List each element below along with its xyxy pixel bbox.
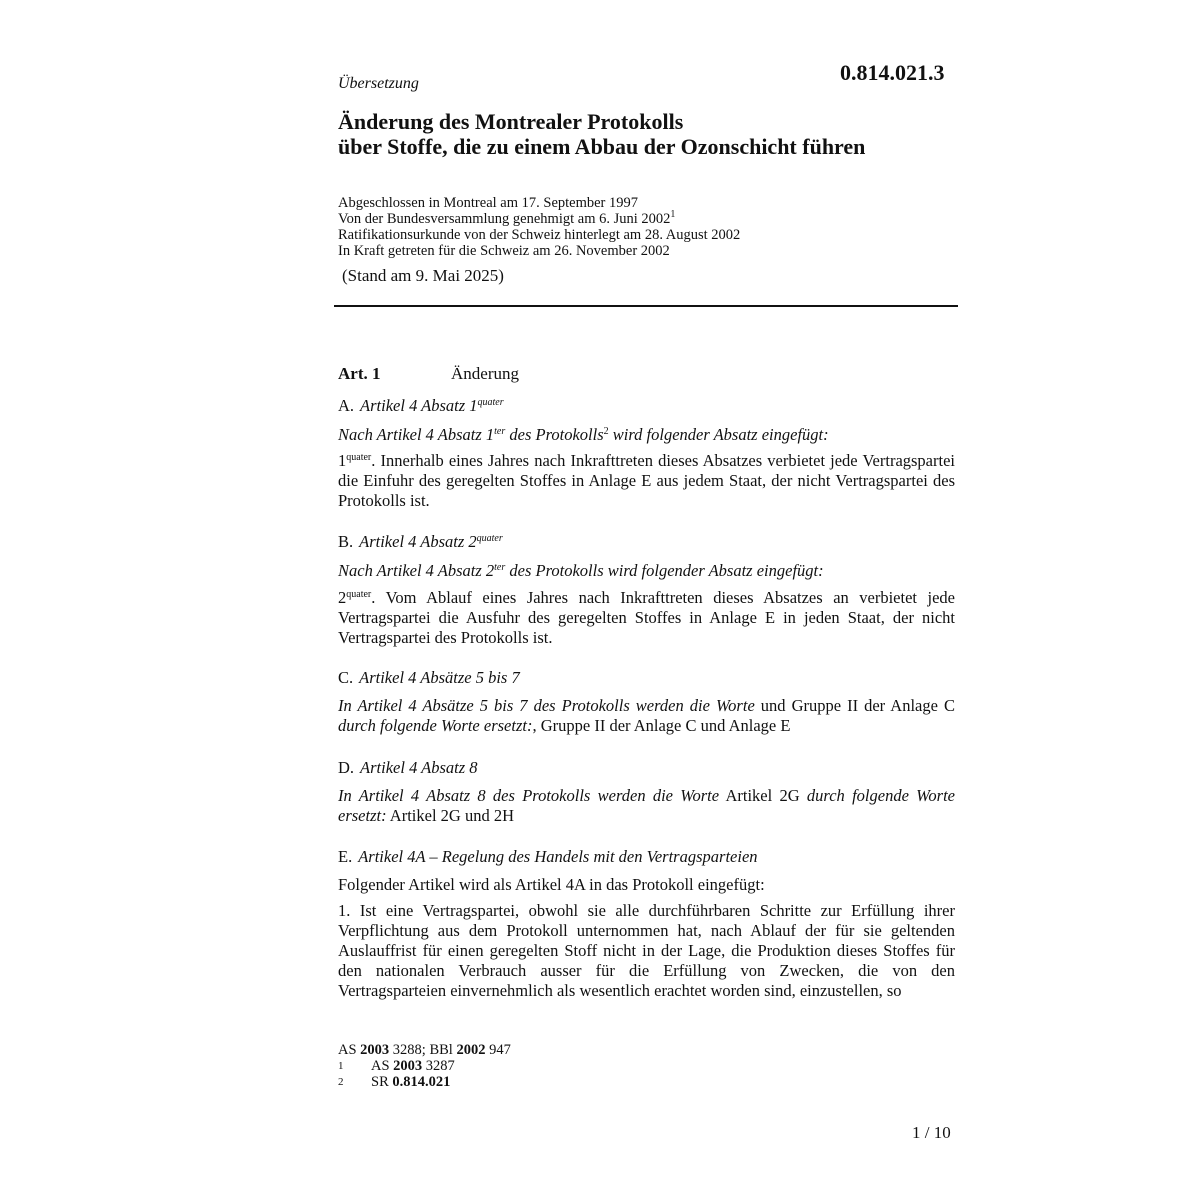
sr-number: 0.814.021.3	[840, 60, 945, 85]
page-number: 1 / 10	[912, 1123, 951, 1142]
section-e-paragraph: 1. Ist eine Vertragspartei, obwohl sie alle durchführbaren Schritte zur Erfüllung ihrer Verpflichtung aus dem Protokoll unternommen hat, nach Ablauf der für sie geltenden Auslauffrist für einen geregelten Stoff nicht in der Lage, die Produktion dieses Stoffes für den nationalen Verbrauch ausser für die Erfüllung von Zwecken, die von den Vertragsparteien einvernehmlich als wesentlich erachtet worden sind, einzustellen, so	[338, 901, 955, 1000]
title-line-2: über Stoffe, die zu einem Abbau der Ozonschicht führen	[338, 134, 866, 159]
section-e-intro: Folgender Artikel wird als Artikel 4A in das Protokoll eingefügt:	[338, 875, 765, 894]
status-date: (Stand am 9. Mai 2025)	[342, 266, 504, 285]
section-a-heading: A. Artikel 4 Absatz $1^{quater}$	[338, 396, 504, 415]
meta-approved: Von der Bundesversammlung genehmigt am 6. Juni 2002$^1$	[338, 209, 676, 227]
meta-concluded: Abgeschlossen in Montreal am 17. September 1997	[338, 195, 639, 211]
section-a-intro: Nach Artikel 4 Absatz $1^{ter}$ des Protokolls$^2$ wird folgender Absatz eingefügt:	[338, 425, 829, 444]
document-title	[338, 109, 978, 159]
article-number: Art. 1	[338, 364, 381, 383]
section-c-text: In Artikel 4 Absätze 5 bis 7 des Protokolls werden die Worte und Gruppe II der Anlage C durch folgende Worte ersetzt:, Gruppe II der Anlage C und Anlage E	[338, 696, 955, 735]
section-e-heading: E. Artikel 4A – Regelung des Handels mit den Vertragsparteien	[338, 847, 758, 866]
section-b-intro: Nach Artikel 4 Absatz $2^{ter}$ des Protokolls wird folgender Absatz eingefügt:	[338, 561, 824, 580]
section-b-heading: B. Artikel 4 Absatz $2^{quater}$	[338, 532, 503, 551]
meta-in-force: In Kraft getreten für die Schweiz am 26. November 2002	[338, 243, 670, 259]
section-c-heading: C. Artikel 4 Absätze 5 bis 7	[338, 668, 520, 687]
footnote-1: 1 AS 2003 3287	[338, 1058, 455, 1074]
translation-label: Übersetzung	[338, 75, 419, 92]
footnote-ref-2[interactable]: 2	[603, 426, 609, 437]
section-a-paragraph: $1^{quater}$. Innerhalb eines Jahres nach Inkrafttreten dieses Absatzes verbietet jede Vertragspartei die Einfuhr des geregelten Stoffes in Anlage E aus jedem Staat, der nicht Vertragspartei des Protokolls ist.	[338, 451, 955, 510]
title-line-1: Änderung des Montrealer Protokolls	[338, 109, 684, 134]
section-b-paragraph: $2^{quater}$. Vom Ablauf eines Jahres nach Inkrafttreten dieses Absatzes an verbietet jede Vertragspartei die Ausfuhr des geregelten Stoffes in Anlage E in jeden Staat, der nicht Vertragspartei des Protokolls ist.	[338, 588, 955, 647]
article-heading	[338, 364, 955, 384]
header-divider	[334, 305, 958, 307]
footnotes	[338, 1042, 738, 1090]
article-title: Änderung	[451, 364, 519, 383]
meta-ratification: Ratifikationsurkunde von der Schweiz hinterlegt am 28. August 2002	[338, 227, 741, 243]
section-d-heading: D. Artikel 4 Absatz 8	[338, 758, 478, 777]
official-source: AS 2003 3288; BBl 2002 947	[338, 1042, 511, 1058]
section-d-text: In Artikel 4 Absatz 8 des Protokolls werden die Worte Artikel 2G durch folgende Worte ersetzt: Artikel 2G und 2H	[338, 786, 955, 825]
metadata-block	[338, 195, 958, 259]
footnote-2: 2 SR 0.814.021	[338, 1074, 451, 1090]
footnote-ref-1[interactable]: 1	[670, 209, 676, 220]
